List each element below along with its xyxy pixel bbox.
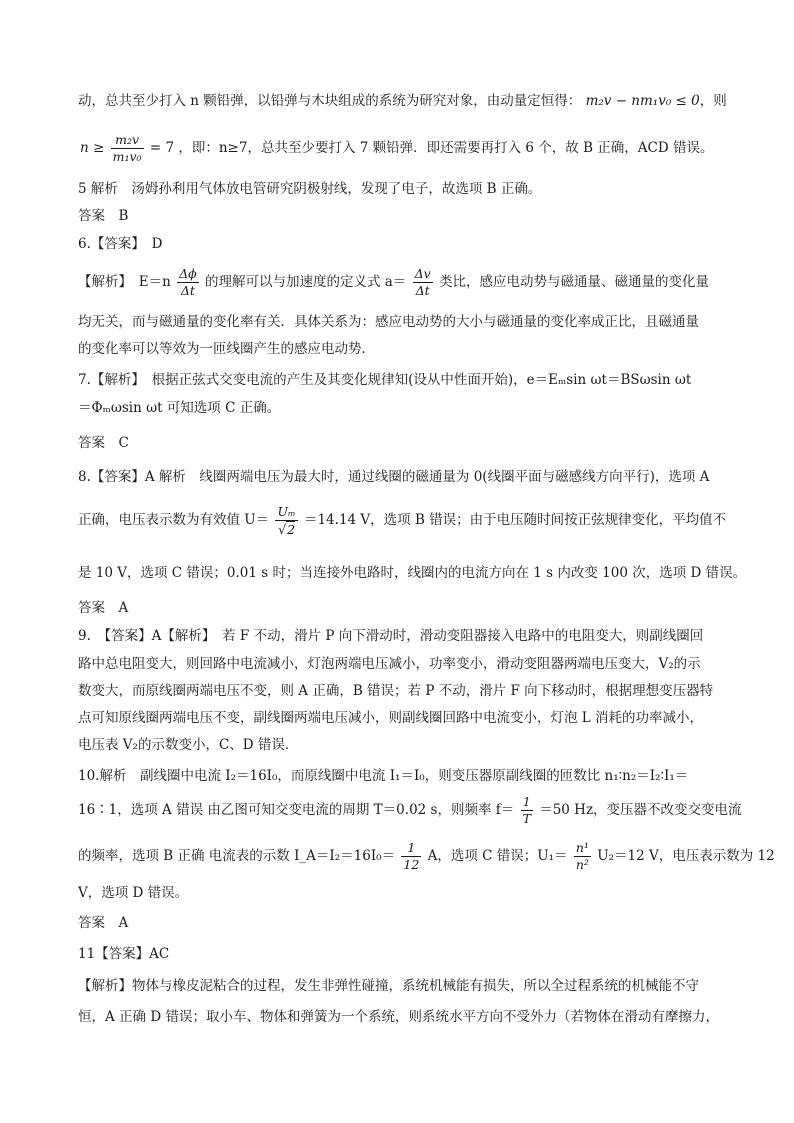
- q6-explanation-line: 均无关，而与磁通量的变化率有关．具体关系为：感应电动势的大小与磁通量的变化率成正比，且磁通量: [78, 314, 699, 330]
- q8-answer: 答案 A: [78, 600, 129, 616]
- q9-explanation-line: 路中总电阻变大，则回路中电流减小，灯泡两端电压减小，功率变小，滑动变阻器两端电压变大，V₂的示: [78, 656, 701, 672]
- q6-answer-heading: 6.【答案】 D: [78, 236, 163, 252]
- fraction: $\frac{\text{m₂v}}{\text{m₁v₀}}$: [112, 132, 142, 164]
- q10-explanation-line: 的频率，选项 B 正确 电流表的示数 I_A＝I₂＝16I₀＝ $\frac{1}{12}$ A，选项 C 错误；U₁＝ $\frac{\text{n¹}}{\text{n²}}$ U₂＝12 V，电压表示数为 12: [78, 840, 775, 872]
- q7-explanation-line: ＝Φₘωsin ωt 可知选项 C 正确。: [78, 400, 281, 416]
- fraction: $\frac{\Delta\phi}{\Delta t}$: [179, 266, 197, 298]
- q5-answer: 答案 B: [78, 208, 129, 224]
- q10-explanation-line: 10.解析 副线圈中电流 I₂＝16I₀，而原线圈中电流 I₁＝I₀，则变压器原副线圈的匝数比 n₁∶n₂＝I₂∶I₁＝: [78, 768, 689, 784]
- q9-explanation-line: 点可知原线圈两端电压不变，副线圈两端电压减小，则副线圈回路中电流变小，灯泡 L 消耗的功率减小，: [78, 710, 704, 726]
- q10-answer: 答案 A: [78, 915, 129, 931]
- q9-explanation-line: 数变大，而原线圈两端电压不变，则 A 正确，B 错误；若 P 不动，滑片 F 向下移动时，根据理想变压器特: [78, 683, 714, 699]
- text-line: n ≥ $\frac{\text{m₂v}}{\text{m₁v₀}}$ = 7 ，即：n≥7，总共至少要打入 7 颗铅弹．即还需要再打入 6 个，故 B 正确，ACD 错误。: [80, 132, 714, 164]
- q6-explanation-line: 的变化率可以等效为一匝线圈产生的感应电动势．: [78, 341, 375, 357]
- fraction: $\frac{\text{n¹}}{\text{n²}}$: [575, 840, 589, 872]
- q10-explanation-line: 16∶1，选项 A 错误 由乙图可知交变电流的周期 T＝0.02 s，则频率 f＝ $\frac{1}{T}$ ＝50 Hz，变压器不改变交变电流: [78, 794, 742, 826]
- q9-explanation-line: 电压表 V₂的示数变小，C、D 错误．: [78, 737, 299, 753]
- q11-explanation-line: 【解析】物体与橡皮泥粘合的过程，发生非弹性碰撞，系统机械能有损失，所以全过程系统的机械能不守: [78, 978, 699, 994]
- fraction: $\frac{\text{Uₘ}}{√2}$: [277, 503, 296, 537]
- q11-answer-heading: 11【答案】AC: [78, 946, 170, 962]
- q6-explanation-line: 【解析】 E＝n $\frac{\Delta\phi}{\Delta t}$ 的理解可以与加速度的定义式 a＝ $\frac{\Delta v}{\Delta t}$ 类比，感应电动势与磁通量、磁通量的变化量: [78, 266, 709, 298]
- q5-explanation: 5 解析 汤姆孙利用气体放电管研究阴极射线，发现了电子，故选项 B 正确。: [78, 181, 542, 197]
- q9-explanation-line: 9. 【答案】A【解析】 若 F 不动，滑片 P 向下滑动时，滑动变阻器接入电路中的电阻变大，则副线圈回: [78, 628, 704, 644]
- fraction: $\frac{\Delta v}{\Delta t}$: [414, 266, 431, 298]
- fraction: $\frac{1}{12}$: [403, 840, 420, 872]
- q7-answer: 答案 C: [78, 435, 129, 451]
- fraction: $\frac{1}{T}$: [522, 794, 531, 826]
- q8-explanation-line: 正确，电压表示数为有效值 U＝ $\frac{\text{Uₘ}}{√2}$ ＝14.14 V，选项 B 错误；由于电压随时间按正弦规律变化，平均值不: [78, 503, 727, 537]
- q11-explanation-line: 恒，A 正确 D 错误；取小车、物体和弹簧为一个系统，则系统水平方向不受外力（若物体在滑动有摩擦力，: [78, 1009, 719, 1025]
- text-line: 动，总共至少打入 n 颗铅弹，以铅弹与木块组成的系统为研究对象，由动量定恒得： m₂v − nm₁v₀ ≤ 0，则: [78, 93, 727, 109]
- q8-explanation-line: 是 10 V，选项 C 错误；0.01 s 时；当连接外电路时，线圈内的电流方向在 1 s 内改变 100 次，选项 D 错误。: [78, 565, 747, 581]
- q10-explanation-line: V，选项 D 错误。: [78, 885, 189, 901]
- q8-explanation-line: 8.【答案】A 解析 线圈两端电压为最大时，通过线圈的磁通量为 0(线圈平面与磁感线方向平行)，选项 A: [78, 469, 710, 485]
- q7-explanation-line: 7.【解析】 根据正弦式交变电流的产生及其变化规律知(设从中性面开始)，e＝Eₘsin ωt＝BSωsin ωt: [78, 372, 692, 388]
